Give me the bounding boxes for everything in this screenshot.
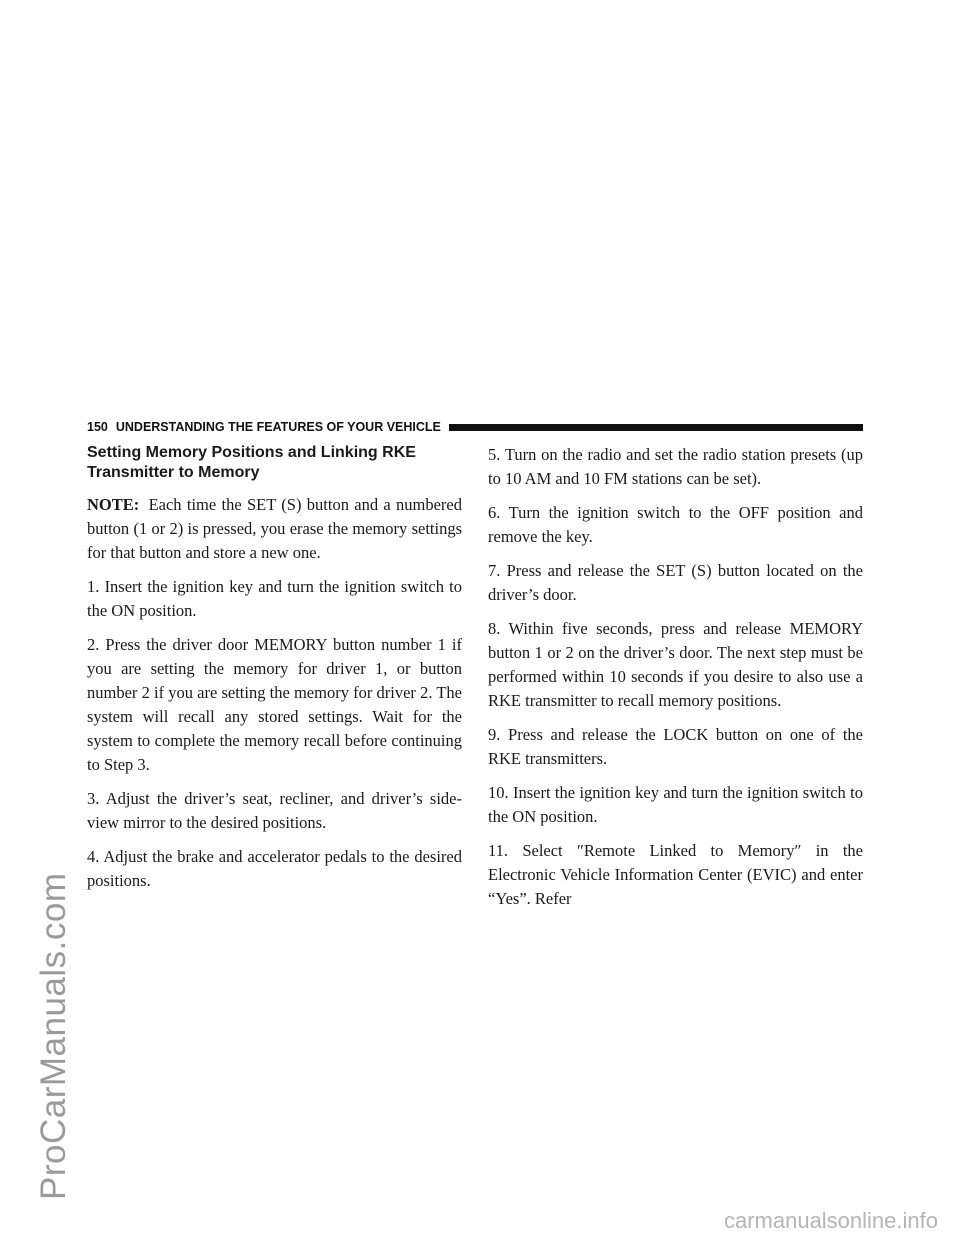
page-number: 150 xyxy=(87,420,108,434)
step-1: 1. Insert the ignition key and turn the ignition switch to the ON position. xyxy=(87,577,462,620)
step-9: 9. Press and release the LOCK button on one of the RKE transmitters. xyxy=(488,725,863,768)
footer-watermark: carmanualsonline.info xyxy=(723,1208,938,1233)
section-heading xyxy=(87,443,462,483)
section-heading-line2: Transmitter to Memory xyxy=(87,464,260,481)
step-10: 10. Insert the ignition key and turn the ignition switch to the ON position. xyxy=(488,783,863,826)
section-title: UNDERSTANDING THE FEATURES OF YOUR VEHICLE xyxy=(115,420,441,434)
note-text: Each time the SET (S) button and a numbered button (1 or 2) is pressed, you erase the memory settings for that button and store a new one. xyxy=(87,495,463,562)
step-7: 7. Press and release the SET (S) button located on the driver’s door. xyxy=(488,561,863,604)
header-rule xyxy=(449,424,863,431)
step-2: 2. Press the driver door MEMORY button number 1 if you are setting the memory for driver 1, or button number 2 if you are setting the memory for driver 2. The system will recall any stored settings. Wait for the system to complete the memory recall before continuing to Step 3. xyxy=(87,635,462,774)
right-column xyxy=(488,443,863,921)
left-column xyxy=(87,443,462,903)
page-header xyxy=(87,417,863,437)
step-5: 5. Turn on the radio and set the radio station presets (up to 10 AM and 10 FM stations can be set). xyxy=(488,445,863,488)
step-11: 11. Select ″Remote Linked to Memory″ in the Electronic Vehicle Information Center (EVIC) and enter “Yes”. Refer xyxy=(488,841,863,908)
side-watermark xyxy=(0,500,73,1200)
step-6: 6. Turn the ignition switch to the OFF position and remove the key. xyxy=(488,503,863,546)
step-8: 8. Within five seconds, press and release MEMORY button 1 or 2 on the driver’s door. The next step must be performed within 10 seconds if you desire to also use a RKE transmitter to recall memory positions. xyxy=(488,619,863,710)
section-heading-line1: Setting Memory Positions and Linking RKE xyxy=(87,444,416,461)
step-4: 4. Adjust the brake and accelerator pedals to the desired positions. xyxy=(87,847,462,890)
step-3: 3. Adjust the driver’s seat, recliner, and driver’s side-view mirror to the desired positions. xyxy=(87,789,462,832)
side-watermark-text: ProCarManuals.com xyxy=(34,872,73,1200)
note-label: NOTE: xyxy=(87,495,140,514)
note-paragraph xyxy=(87,493,462,565)
